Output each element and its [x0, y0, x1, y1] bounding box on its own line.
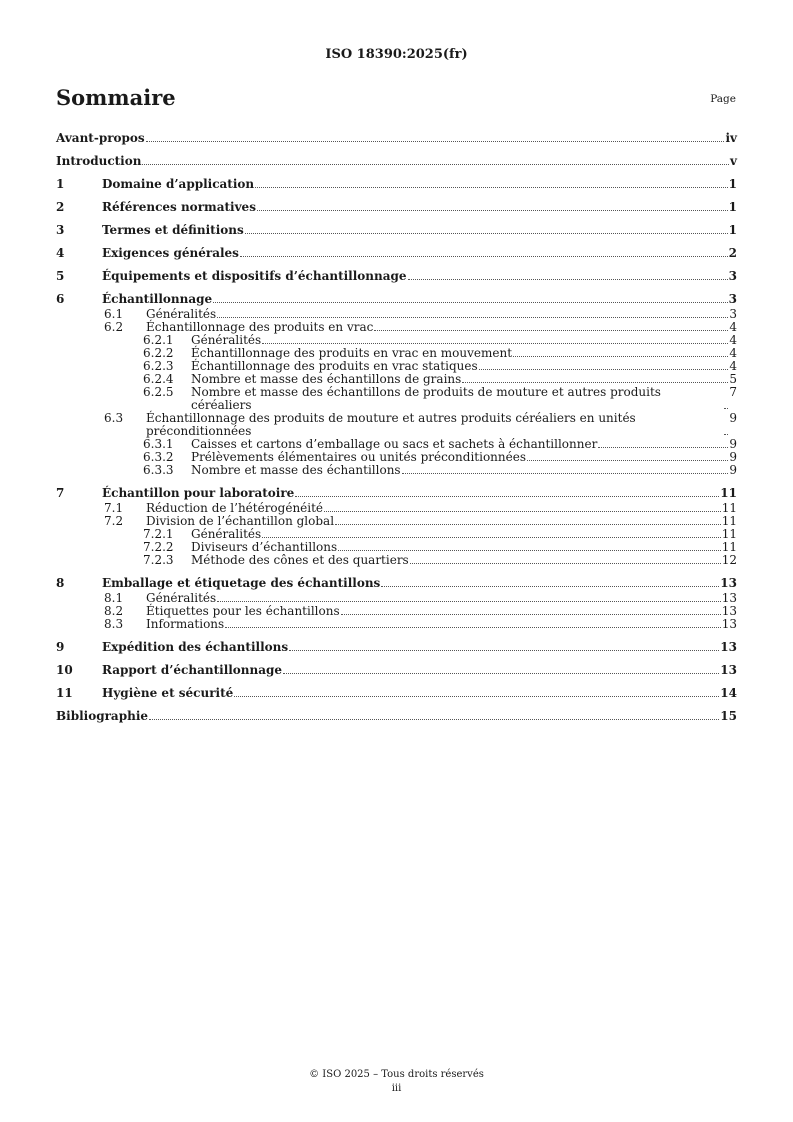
toc-entry-page: 11 [721, 527, 737, 541]
toc-entry-title[interactable]: Expédition des échantillons [102, 640, 289, 654]
toc-entry-page: 3 [729, 307, 737, 321]
toc-entry-page: 13 [720, 576, 737, 590]
document-id: ISO 18390:2025(fr) [325, 47, 468, 62]
dot-leader [257, 210, 728, 211]
toc-entry-title[interactable]: Références normatives [102, 200, 256, 214]
toc-entry-number: 6.1 [104, 307, 124, 321]
toc-entry-number: 6.3.1 [143, 437, 174, 451]
toc-entry-title[interactable]: Échantillonnage des produits en vrac [146, 320, 374, 334]
dot-leader [213, 302, 727, 303]
toc-entry-page: 3 [728, 292, 737, 306]
toc-entry-title[interactable]: Caisses et cartons d’emballage ou sacs et sachets à échantillonner [191, 437, 598, 451]
toc-entry-title[interactable]: Termes et définitions [102, 223, 244, 237]
toc-entry-number: 6.2.3 [143, 359, 174, 373]
toc-entry-number: 7.2 [104, 514, 124, 528]
toc-entry[interactable] [56, 223, 737, 237]
toc-entry-page: 4 [729, 333, 737, 347]
toc-entry-page: 11 [721, 501, 737, 515]
toc-entry-page: 4 [729, 359, 737, 373]
toc-entry-number: 8 [56, 576, 65, 590]
toc-entry-page: 15 [720, 709, 737, 723]
toc-entry[interactable] [56, 618, 737, 631]
toc-entry-page: v [730, 154, 737, 168]
toc-entry-number: 8.2 [104, 604, 124, 618]
dot-leader [289, 650, 719, 651]
dot-leader [338, 550, 721, 551]
toc-entry-title[interactable]: Généralités [191, 333, 262, 347]
dot-leader [234, 696, 719, 697]
dot-leader [225, 627, 721, 628]
dot-leader [513, 356, 728, 357]
toc-entry-title[interactable]: Étiquettes pour les échantillons [146, 604, 340, 618]
toc-entry[interactable] [56, 709, 737, 723]
toc-entry-title[interactable]: Échantillonnage des produits en vrac en mouvement [191, 346, 513, 360]
dot-leader [324, 511, 721, 512]
toc-entry[interactable] [56, 200, 737, 214]
toc-entry-title[interactable]: Informations [146, 617, 225, 631]
toc-entry[interactable] [56, 269, 737, 283]
toc-entry-number: 6.2 [104, 320, 124, 334]
dot-leader [295, 496, 719, 497]
toc-entry-number: 11 [56, 686, 73, 700]
toc-entry-number: 10 [56, 663, 73, 677]
copyright-notice: © ISO 2025 – Tous droits réservés [309, 1069, 484, 1080]
toc-entry[interactable] [56, 686, 737, 700]
dot-leader [374, 330, 728, 331]
toc-entry-number: 6.3.2 [143, 450, 174, 464]
toc-entry-page: 1 [728, 177, 737, 191]
toc-entry-number: 6.3 [104, 411, 124, 425]
toc-entry-number: 5 [56, 269, 65, 283]
toc-entry-title[interactable]: Équipements et dispositifs d’échantillonnage [102, 269, 407, 283]
toc-entry-title[interactable]: Nombre et masse des échantillons de produits de mouture et autres produits céréaliers [191, 385, 661, 412]
toc-entry-page: 11 [720, 486, 737, 500]
toc-entry-title[interactable]: Bibliographie [56, 709, 149, 723]
dot-leader [724, 408, 728, 409]
toc-entry-page: 13 [720, 663, 737, 677]
toc-entry-number: 6.2.4 [143, 372, 174, 386]
dot-leader [217, 601, 721, 602]
toc-entry-title[interactable]: Division de l’échantillon global [146, 514, 335, 528]
toc-entry-title[interactable]: Introduction [56, 154, 142, 168]
toc-entry-page: 4 [729, 320, 737, 334]
toc-entry-title[interactable]: Exigences générales [102, 246, 239, 260]
toc-entry[interactable] [56, 292, 737, 306]
toc-entry[interactable] [56, 412, 737, 438]
toc-entry-number: 9 [56, 640, 65, 654]
toc-entry-number: 7 [56, 486, 65, 500]
toc-entry-title[interactable]: Échantillonnage [102, 292, 213, 306]
toc-entry-page: 12 [721, 553, 737, 567]
dot-leader [217, 317, 728, 318]
toc-entry-title[interactable]: Échantillonnage des produits de mouture et autres produits céréaliers en unités préconditionnées [146, 411, 636, 438]
toc-entry[interactable] [56, 131, 737, 145]
toc-entry-number: 3 [56, 223, 65, 237]
dot-leader [262, 537, 721, 538]
toc-entry-page: 4 [729, 346, 737, 360]
dot-leader [381, 586, 719, 587]
toc-entry-page: 1 [728, 223, 737, 237]
toc-entry[interactable] [56, 464, 737, 477]
toc-entry-page: 7 [729, 385, 737, 399]
dot-leader [408, 279, 728, 280]
page-column-label: Page [710, 93, 736, 105]
toc-entry-number: 6.2.5 [143, 385, 174, 399]
toc-entry-page: 13 [721, 617, 737, 631]
toc-entry-number: 7.2.3 [143, 553, 174, 567]
toc-entry[interactable] [56, 576, 737, 590]
toc-entry-number: 1 [56, 177, 65, 191]
toc-entry-number: 7.1 [104, 501, 124, 515]
toc-entry[interactable] [56, 246, 737, 260]
toc-entry-title[interactable]: Échantillonnage des produits en vrac statiques [191, 359, 478, 373]
toc-entry-title[interactable]: Rapport d’échantillonnage [102, 663, 283, 677]
page-footer [0, 1068, 793, 1096]
dot-leader [142, 164, 729, 165]
dot-leader [335, 524, 721, 525]
toc-entry-title[interactable]: Nombre et masse des échantillons de grains [191, 372, 462, 386]
toc-entry-page: 9 [729, 437, 737, 451]
toc-entry-page: 13 [721, 591, 737, 605]
dot-leader [283, 673, 719, 674]
dot-leader [410, 563, 721, 564]
dot-leader [255, 187, 728, 188]
toc-entry-page: 2 [728, 246, 737, 260]
toc-entry-number: 2 [56, 200, 65, 214]
toc-entry-number: 7.2.2 [143, 540, 174, 554]
toc-entry-page: 11 [721, 540, 737, 554]
toc-entry-number: 8.3 [104, 617, 124, 631]
toc-entry-page: 5 [729, 372, 737, 386]
toc-entry-title[interactable]: Hygiène et sécurité [102, 686, 234, 700]
dot-leader [724, 434, 728, 435]
toc-entry-page: 13 [720, 640, 737, 654]
dot-leader [262, 343, 728, 344]
toc-entry[interactable] [56, 386, 737, 412]
dot-leader [402, 473, 729, 474]
page-number: iii [391, 1083, 402, 1094]
toc-entry-number: 6 [56, 292, 65, 306]
toc-entry-page: 3 [728, 269, 737, 283]
toc-entry[interactable] [56, 554, 737, 567]
table-of-contents [56, 126, 737, 723]
toc-entry-title[interactable]: Échantillon pour laboratoire [102, 486, 295, 500]
toc-entry-number: 7.2.1 [143, 527, 174, 541]
toc-entry-title[interactable]: Généralités [146, 307, 217, 321]
toc-entry-title[interactable]: Réduction de l’hétérogénéité [146, 501, 324, 515]
toc-entry-page: iv [725, 131, 737, 145]
toc-entry-title[interactable]: Domaine d’application [102, 177, 255, 191]
toc-entry[interactable] [56, 177, 737, 191]
toc-entry[interactable] [56, 154, 737, 168]
dot-leader [240, 256, 728, 257]
toc-entry-page: 14 [720, 686, 737, 700]
dot-leader [245, 233, 728, 234]
toc-entry-title[interactable]: Prélèvements élémentaires ou unités préconditionnées [191, 450, 526, 464]
toc-entry-number: 6.2.1 [143, 333, 174, 347]
toc-entry[interactable] [56, 640, 737, 654]
toc-entry-title[interactable]: Généralités [191, 527, 262, 541]
toc-entry-page: 11 [721, 514, 737, 528]
page-title: Sommaire [56, 85, 176, 110]
toc-entry-page: 9 [729, 463, 737, 477]
toc-entry-number: 8.1 [104, 591, 124, 605]
dot-leader [149, 719, 719, 720]
toc-entry-page: 1 [728, 200, 737, 214]
toc-entry-page: 13 [721, 604, 737, 618]
toc-entry-number: 6.2.2 [143, 346, 174, 360]
dot-leader [341, 614, 721, 615]
toc-entry-number: 6.3.3 [143, 463, 174, 477]
toc-entry[interactable] [56, 486, 737, 500]
toc-entry-title[interactable]: Diviseurs d’échantillons [191, 540, 338, 554]
toc-entry[interactable] [56, 663, 737, 677]
toc-entry-title[interactable]: Nombre et masse des échantillons [191, 463, 401, 477]
toc-entry-page: 9 [729, 411, 737, 425]
toc-entry-title[interactable]: Emballage et étiquetage des échantillons [102, 576, 381, 590]
dot-leader [462, 382, 728, 383]
dot-leader [598, 447, 728, 448]
dot-leader [527, 460, 728, 461]
toc-entry-title[interactable]: Méthode des cônes et des quartiers [191, 553, 409, 567]
toc-entry-title[interactable]: Généralités [146, 591, 217, 605]
toc-entry-number: 4 [56, 246, 65, 260]
toc-entry-page: 9 [729, 450, 737, 464]
dot-leader [479, 369, 729, 370]
dot-leader [146, 141, 725, 142]
toc-entry-title[interactable]: Avant-propos [56, 131, 145, 145]
